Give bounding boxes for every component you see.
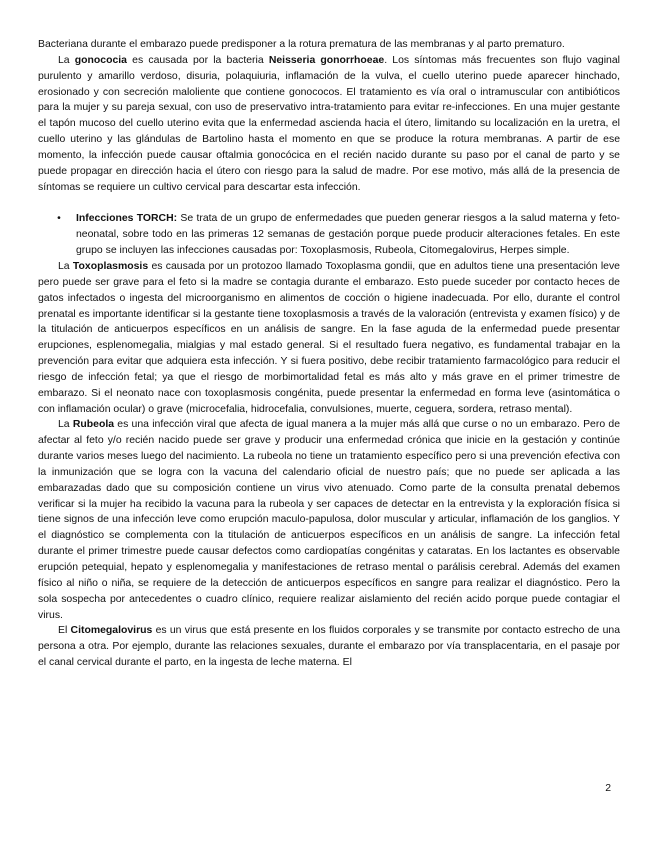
paragraph-rotura-prematura — [38, 37, 620, 53]
text-run: La — [58, 419, 73, 431]
bullet-icon: • — [57, 213, 61, 225]
text-run: El — [58, 625, 71, 637]
text-run: es causada por un protozoo llamado Toxoplasma gondii, que en adultos tiene una presentación leve pero puede ser grave para el feto si la madre se contagia durante el embarazo. Esto puede suceder por contacto heces de gatos infectados o ingesta del microorganismo en alimentos de cocción o higiene inadecuada. Por ello, durante el control prenatal es importante identificar si la gestante tiene toxoplasmosis a través de la valoración (entrevista y examen físico) y de la titulación de anticuerpos específicos en un análisis de sangre. En la fase aguda de la enfermedad puede presentar erupciones, esplenomegalia, mialgias y mal estado general. Si el resultado fuera negativo, es fundamental trabajar en la prevención para evitar que adquiera esta infección. Y si fuera positivo, debe recibir tratamiento farmacológico para reducir el riesgo de infección fetal; ya que el riesgo de morbimortalidad fetal es más alto y más grave en el primer trimestre de embarazo. Si el neonato nace con toxoplasmosis congénita, puede presentar la enfermedad en forma leve (asintomática o con inflamación ocular) o grave (microcefalia, hidrocefalia, convulsiones, muerte, ceguera, sordera, retraso mental). — [38, 260, 620, 415]
document-body — [38, 37, 620, 671]
paragraph-rubeola — [38, 417, 620, 623]
term-infecciones-torch: Infecciones TORCH: — [76, 213, 178, 225]
term-neisseria-gonorrhoeae: Neisseria gonorrhoeae — [268, 54, 385, 66]
bullet-list — [38, 211, 620, 259]
text-run: . Los síntomas más frecuentes son flujo vaginal purulento y amarillo verdoso, disuria, polaquiuria, inflamación de la vulva, el cuello uterino puede aparecer hinchado, erosionado y con secreción maloliente que contiene gonococos. El tratamiento es vía oral o intramuscular con antibióticos para la mujer y su pareja sexual, con uso de preservativo intra-tratamiento para evitar re-infecciones. En una mujer gestante el tapón mucoso del cuello uterino evita que la enfermedad ascienda hacia el útero, limitando su localización en la uretra, el cuello uterino y las glándulas de Bartolino hasta el momento en que se produce la rotura membranas. A partir de ese momento, la infección puede causar oftalmia gonocócica en el recién nacido durante su paso por el canal de parto y se puede propagar en dirección hacia el útero con riesgo para la salud de madre. Por ese motivo, más allá de la presencia de síntomas se requiere un cultivo cervical para descartar esta infección. — [38, 54, 620, 193]
paragraph-citomegalovirus — [38, 623, 620, 671]
term-toxoplasmosis: Toxoplasmosis — [72, 260, 149, 272]
text-run: es causada por la bacteria — [126, 54, 269, 66]
text-run: es un virus que está presente en los fluidos corporales y se transmite por contacto estrecho de una persona a otra. Por ejemplo, durante las relaciones sexuales, durante el embarazo por vía transplacentaria, en el pasaje por el canal cervical durante el parto, en la ingesta de leche materna. El — [38, 625, 621, 669]
list-item-torch — [57, 211, 620, 259]
paragraph-spacer — [38, 195, 620, 211]
paragraph-toxoplasmosis — [38, 259, 620, 417]
paragraph-gonococia — [38, 53, 620, 196]
term-gonococia: gonococia — [74, 54, 127, 66]
page-number: 2 — [605, 783, 611, 794]
term-rubeola: Rubeola — [72, 419, 115, 431]
term-citomegalovirus: Citomegalovirus — [70, 625, 153, 637]
text-run: La — [58, 54, 75, 66]
text-run: Se trata de un grupo de enfermedades que pueden generar riesgos a la salud materna y feto-neonatal, sobre todo en las primeras 12 semanas de gestación porque puede producir alteraciones fetales. En este grupo se incluyen las infecciones causadas por: Toxoplasmosis, Rubeola, Citomegalovirus, Herpes simple. — [76, 213, 620, 257]
text-run: es una infección viral que afecta de igual manera a la mujer más allá que curse o no un embarazo. Pero de afectar al feto y/o recién nacido puede ser grave y producir una enfermedad crónica que inicie en la gestación y continúe durante varios meses luego del nacimiento. La rubeola no tiene un tratamiento específico pero si una prevención efectiva con la inmunización que se logra con la vacuna del calendario oficial de nuestro país; que no puede ser aplicada a las embarazadas dado que su composición contiene un virus vivo atenuado. Como parte de la consulta prenatal debemos verificar si la mujer ha recibido la vacuna para la rubeola y ser capaces de detectar en la entrevista y la exploración física si tiene signos de una infección leve como erupción maculo-papulosa, dolor muscular y articular, inflamación de los ganglios. Y el diagnóstico se complementa con la titulación de anticuerpos específicos en un análisis de sangre. La infección fetal durante el primer trimestre puede causar defectos como cardiopatías congénitas y cataratas. En los lactantes es observable erupción petequial, hepato y esplenomegalia y manifestaciones de retraso mental o parálisis cerebral. Además del examen físico al niño o niña, se requiere de la detección de anticuerpos específicos en sangre para realizar el diagnóstico. Pero la sola sospecha por antecedentes o cuadro clínico, requiere realizar aislamiento del recién acido porque puede contagiar el virus. — [38, 419, 620, 621]
paragraph-text: Bacteriana durante el embarazo puede predisponer a la rotura prematura de las membranas y al parto prematuro. — [38, 39, 565, 50]
text-run: La — [58, 260, 73, 272]
